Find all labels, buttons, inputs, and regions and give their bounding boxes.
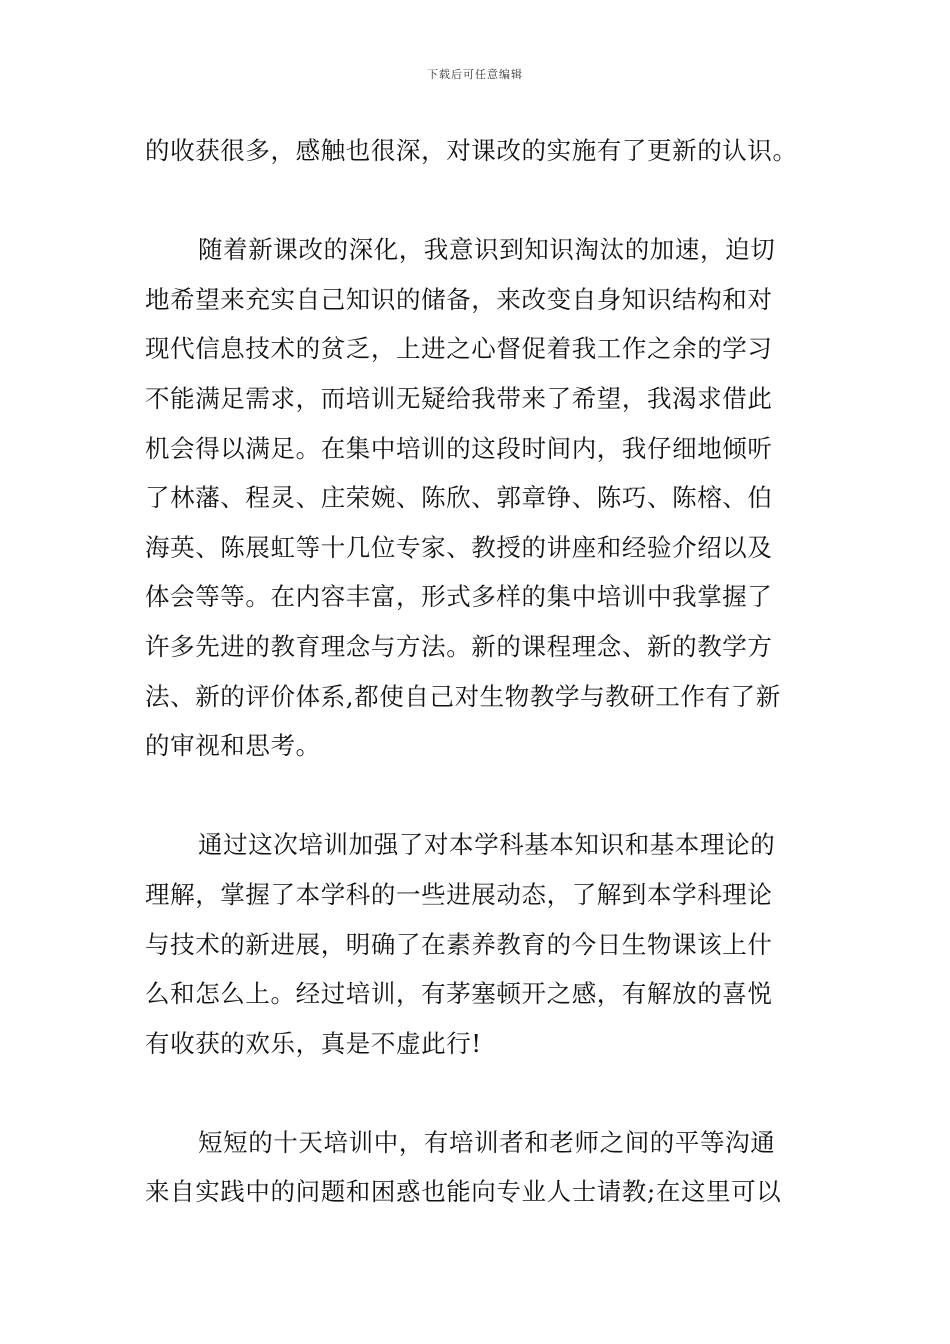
text-line: 现代信息技术的贫乏，上进之心督促着我工作之余的学习 [145, 334, 773, 364]
text-line: 短短的十天培训中，有培训者和老师之间的平等沟通 [198, 1127, 776, 1157]
text-line: 理解，掌握了本学科的一些进展动态，了解到本学科理论 [145, 879, 773, 909]
paragraph-2 [145, 225, 810, 771]
text-line: 有收获的欢乐，真是不虚此行! [145, 1028, 482, 1058]
paragraph-1 [145, 126, 810, 176]
text-line: 许多先进的教育理念与方法。新的课程理念、新的教学方 [145, 631, 773, 661]
text-line: 地希望来充实自己知识的储备，来改变自身知识结构和对 [145, 284, 773, 314]
text-line: 么和怎么上。经过培训，有茅塞顿开之感，有解放的喜悦 [145, 979, 773, 1009]
text-line: 海英、陈展虹等十几位专家、教授的讲座和经验介绍以及 [145, 532, 773, 562]
text-line: 不能满足需求，而培训无疑给我带来了希望，我渴求借此 [145, 383, 773, 413]
text-line: 通过这次培训加强了对本学科基本知识和基本理论的 [198, 830, 776, 860]
text-line: 与技术的新进展，明确了在素养教育的今日生物课该上什 [145, 929, 773, 959]
paragraph-gap [145, 1068, 810, 1118]
text-line: 来自实践中的问题和困惑也能向专业人士请教;在这里可以 [145, 1177, 782, 1207]
text-line: 的审视和思考。 [145, 731, 321, 761]
text-line: 机会得以满足。在集中培训的这段时间内，我仔细地倾听 [145, 433, 773, 463]
paragraph-3 [145, 820, 810, 1068]
text-line: 的收获很多，感触也很深，对课改的实施有了更新的认识。 [145, 136, 798, 165]
text-line: 法、新的评价体系,都使自己对生物教学与教研工作有了新 [145, 681, 781, 711]
page-header-note: 下载后可任意编辑 [427, 68, 523, 81]
document-body [145, 126, 810, 1217]
paragraph-4 [145, 1118, 810, 1217]
text-line: 随着新课改的深化，我意识到知识淘汰的加速，迫切 [198, 235, 776, 265]
text-line: 了林藩、程灵、庄荣婉、陈欣、郭章铮、陈巧、陈榕、伯 [145, 483, 773, 513]
text-line: 体会等等。在内容丰富，形式多样的集中培训中我掌握了 [145, 582, 773, 612]
paragraph-gap [145, 771, 810, 821]
paragraph-gap [145, 176, 810, 226]
